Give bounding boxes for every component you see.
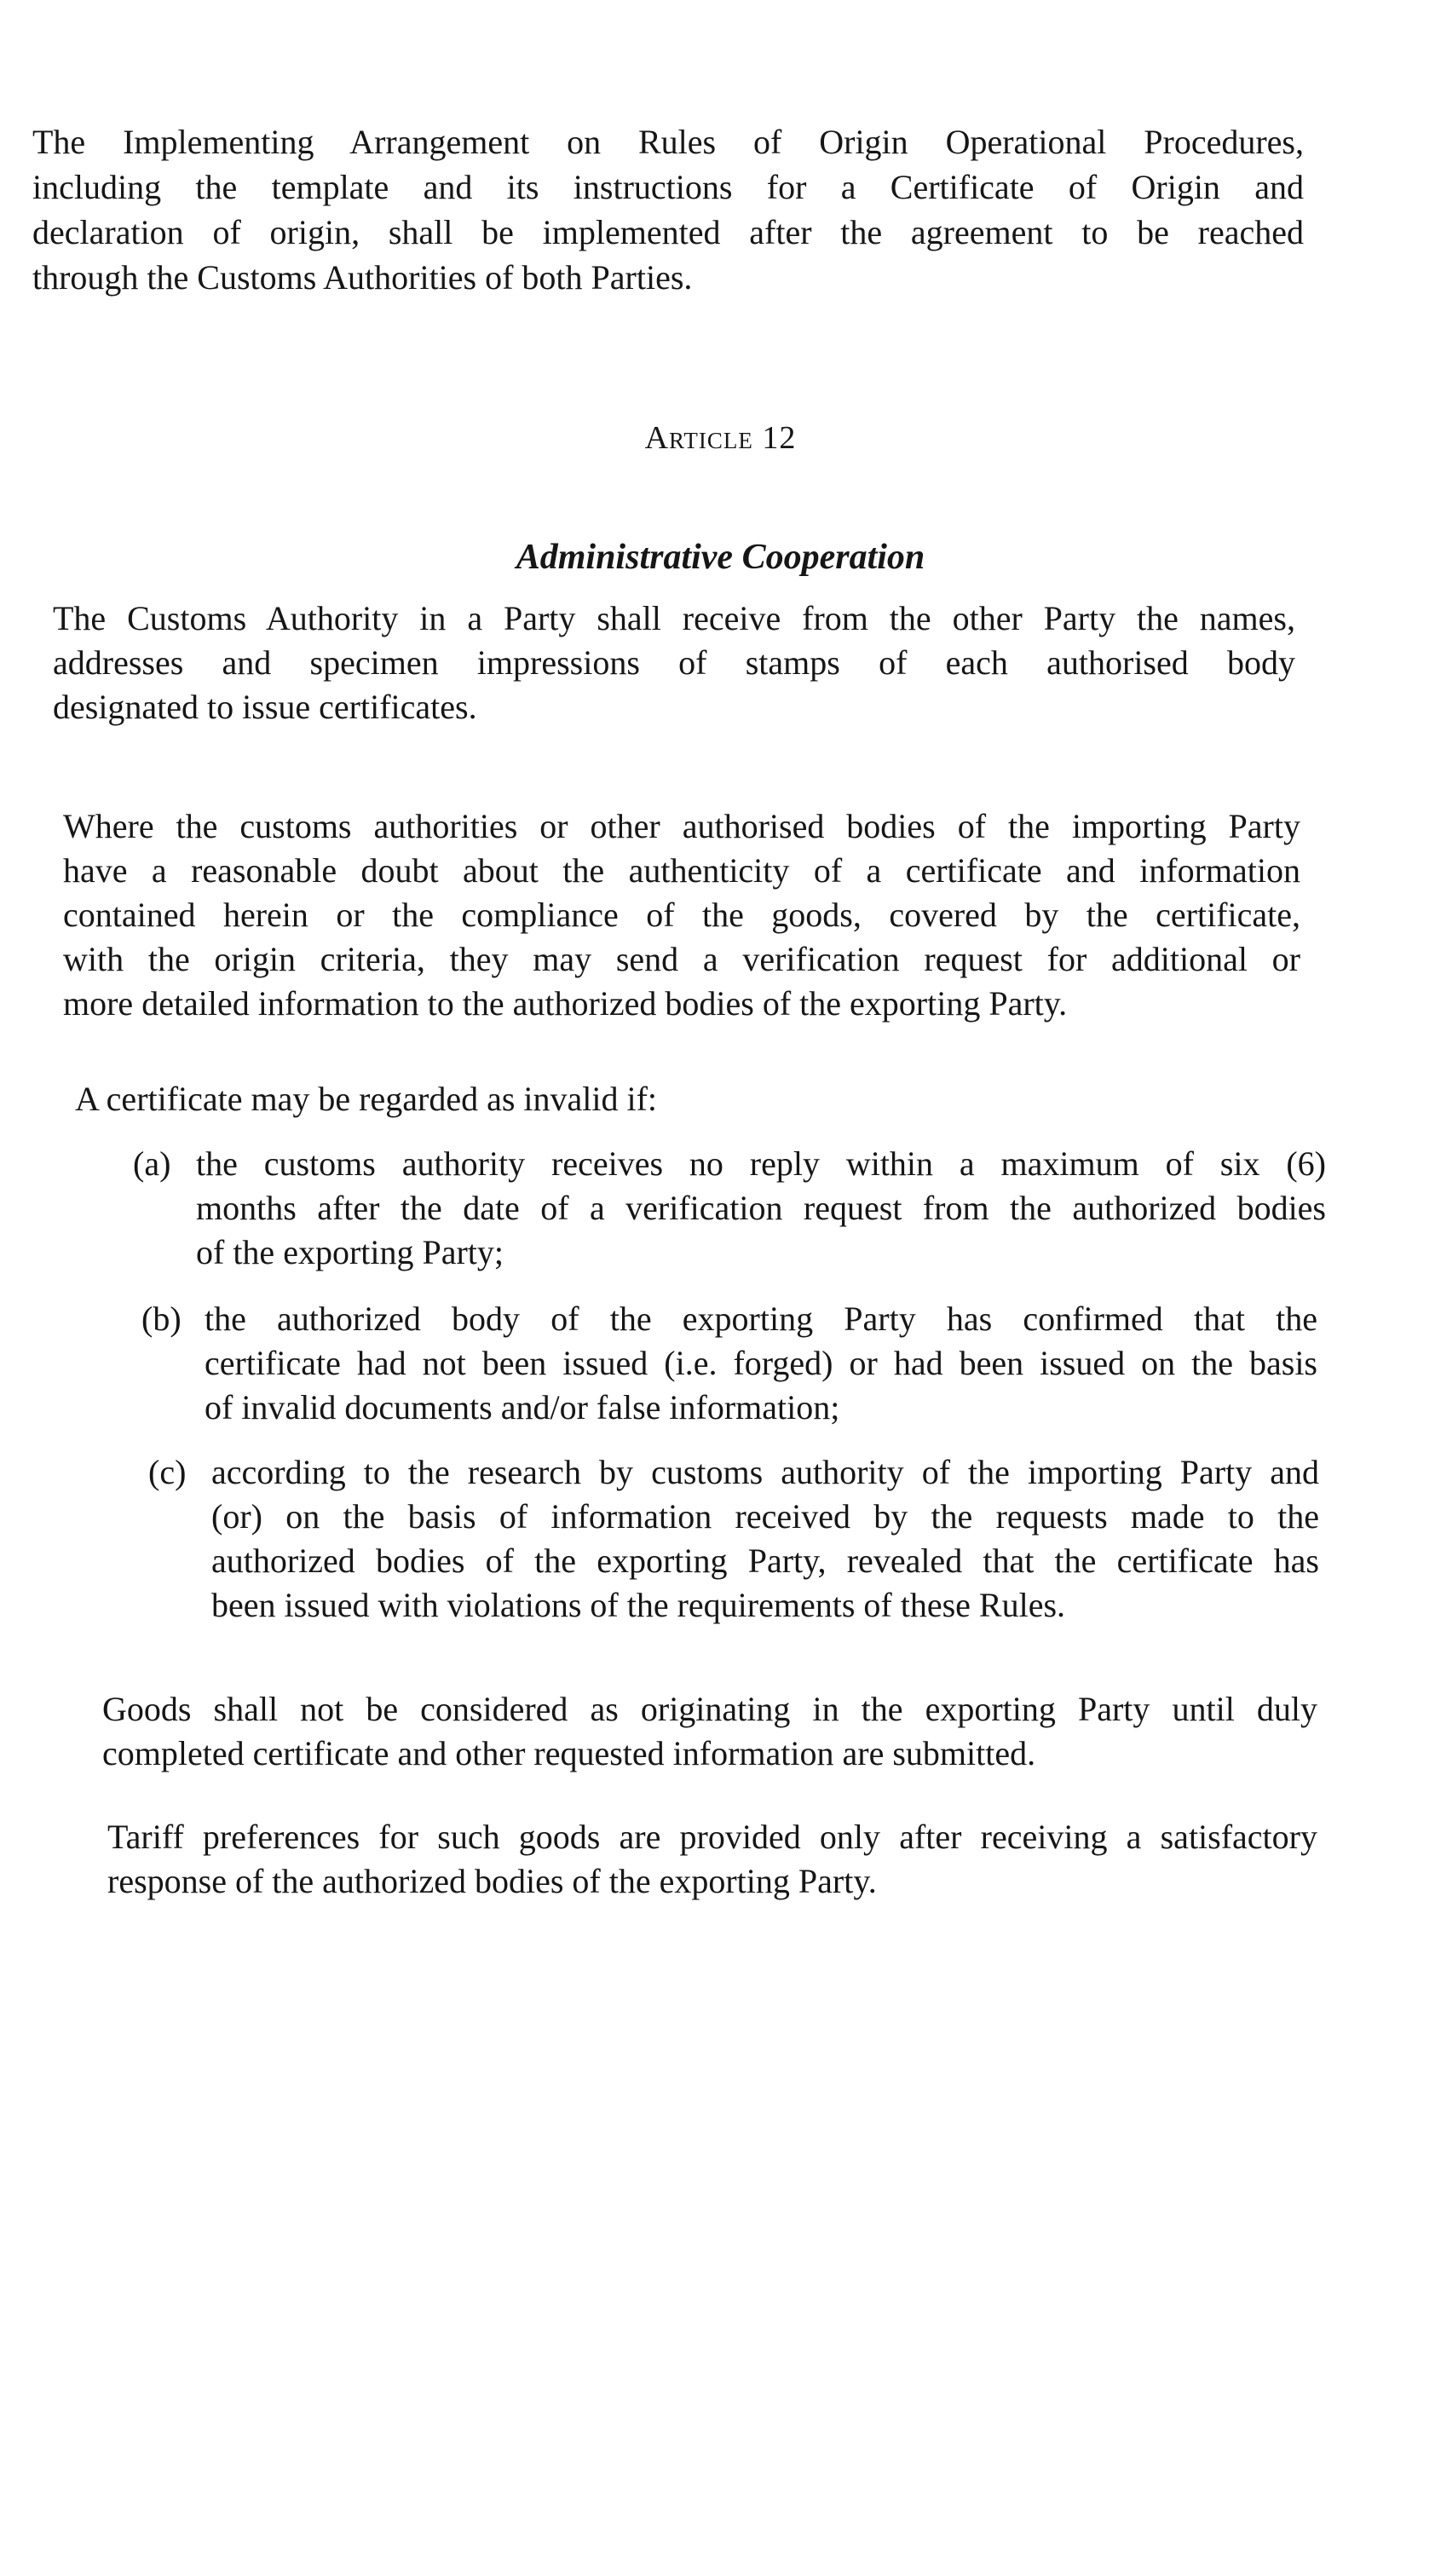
paragraph-originating-goods	[102, 1687, 1317, 1776]
invalid-intro: A certificate may be regarded as invalid if:	[75, 1080, 658, 1118]
paragraph-line: Where the customs authorities or other authorised bodies of the importing Party	[63, 807, 1300, 845]
paragraph-line: response of the authorized bodies of the exporting Party.	[107, 1862, 877, 1900]
intro-line: including the template and its instructions for a Certificate of Origin and	[32, 168, 1304, 206]
paragraph-authorities	[53, 596, 1295, 729]
paragraph-line: Goods shall not be considered as originating in the exporting Party until duly	[102, 1690, 1317, 1728]
paragraph-line: more detailed information to the authorized bodies of the exporting Party.	[63, 984, 1068, 1023]
condition-line: certificate had not been issued (i.e. forged) or had been issued on the basis	[205, 1344, 1317, 1382]
condition-line: the customs authority receives no reply within a maximum of six (6)	[196, 1144, 1326, 1183]
paragraph-line: have a reasonable doubt about the authenticity of a certificate and information	[63, 851, 1300, 890]
intro-line: declaration of origin, shall be implemented after the agreement to be reached	[32, 213, 1304, 251]
condition-line: of invalid documents and/or false information;	[205, 1388, 840, 1426]
condition-marker: (b)	[141, 1300, 182, 1338]
condition-line: (or) on the basis of information received by the requests made to the	[211, 1497, 1319, 1536]
intro-paragraph	[32, 119, 1304, 300]
condition-a	[133, 1142, 1326, 1278]
condition-b	[141, 1297, 1317, 1433]
condition-text	[196, 1142, 1326, 1275]
paragraph-line: Tariff preferences for such goods are provided only after receiving a satisfactory	[107, 1818, 1317, 1856]
condition-line: been issued with violations of the requirements of these Rules.	[211, 1586, 1066, 1624]
intro-line: through the Customs Authorities of both Parties.	[32, 258, 693, 297]
condition-line: of the exporting Party;	[196, 1233, 504, 1271]
paragraph-line: designated to issue certificates.	[53, 688, 477, 726]
paragraph-line: addresses and specimen impressions of stamps of each authorised body	[53, 643, 1295, 682]
condition-marker: (c)	[148, 1453, 187, 1491]
condition-text	[211, 1450, 1319, 1628]
intro-line: The Implementing Arrangement on Rules of Origin Operational Procedures,	[32, 123, 1304, 161]
condition-line: according to the research by customs authority of the importing Party and	[211, 1453, 1319, 1491]
condition-line: authorized bodies of the exporting Party, revealed that the certificate has	[211, 1542, 1319, 1580]
paragraph-line: with the origin criteria, they may send a verification request for additional or	[63, 940, 1300, 978]
condition-line: months after the date of a verification request from the authorized bodies	[196, 1189, 1326, 1227]
paragraph-line: The Customs Authority in a Party shall receive from the other Party the names,	[53, 599, 1295, 637]
paragraph-verification	[63, 804, 1300, 1026]
condition-marker: (a)	[133, 1144, 171, 1183]
paragraph-tariff-preferences	[107, 1815, 1317, 1904]
article-title: Administrative Cooperation	[516, 538, 925, 577]
condition-line: the authorized body of the exporting Party has confirmed that the	[205, 1300, 1317, 1338]
paragraph-line: completed certificate and other requested information are submitted.	[102, 1734, 1036, 1772]
article-number: Article 12	[644, 420, 797, 456]
condition-c	[148, 1450, 1319, 1634]
condition-text	[205, 1297, 1317, 1430]
paragraph-line: contained herein or the compliance of the goods, covered by the certificate,	[63, 896, 1300, 934]
